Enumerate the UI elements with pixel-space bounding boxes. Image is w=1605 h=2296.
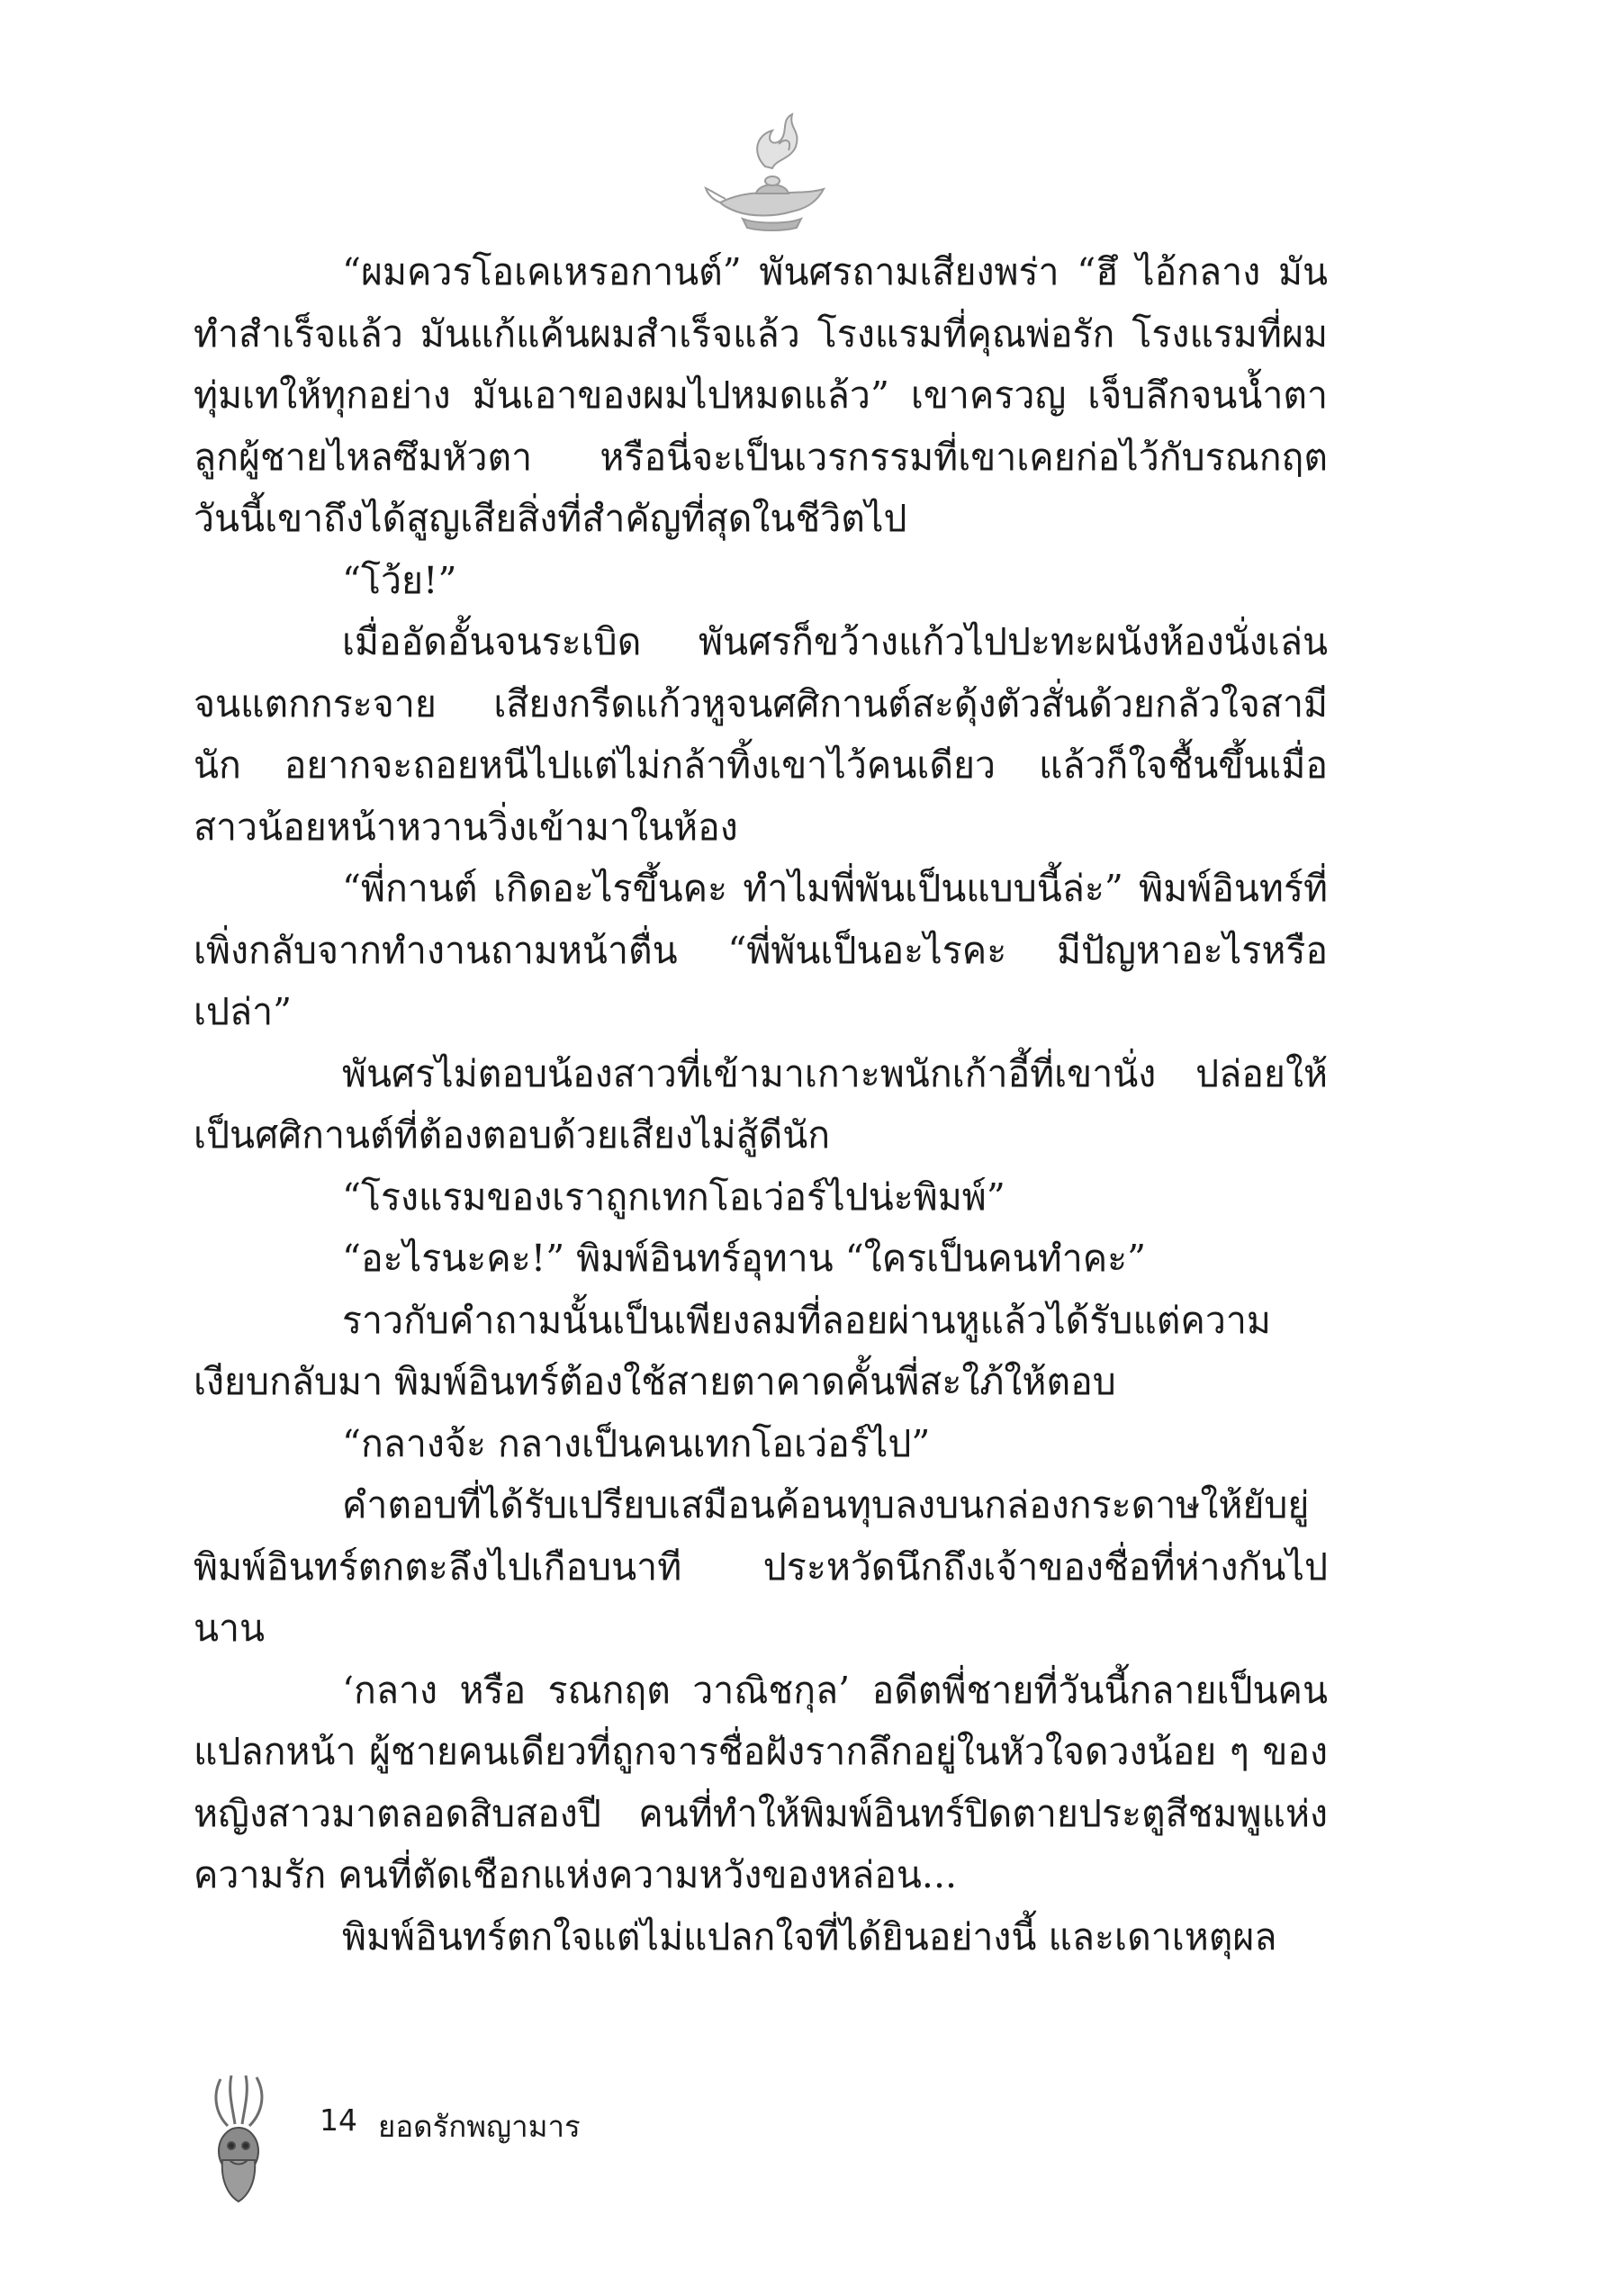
serpent-naga-icon [194, 2070, 284, 2205]
paragraph: “ผมควรโอเคเหรอกานต์” พันศรถามเสียงพร่า “ฮึ ไอ้กลาง มันทำสำเร็จแล้ว มันแก้แค้นผมสำเร็จแล้ว โรงแรมที่คุณพ่อรัก โรงแรมที่ผมทุ่มเทให้ทุกอย่าง มันเอาของผมไปหมดแล้ว” เขาครวญ เจ็บลึกจนน้ำตาลูกผู้ชายไหลซึมหัวตา หรือนี่จะเป็นเวรกรรมที่เขาเคยก่อไว้กับรณกฤต วันนี้เขาถึงได้สูญเสียสิ่งที่สำคัญที่สุดในชีวิตไป [194, 250, 1328, 540]
page-footer [194, 2070, 734, 2214]
paragraph: ราวกับคำถามนั้นเป็นเพียงลมที่ลอยผ่านหูแล้วได้รับแต่ความเงียบกลับมา พิมพ์อินทร์ต้องใช้สายตาคาดคั้นพี่สะใภ้ให้ตอบ [194, 1298, 1271, 1403]
paragraph: “อะไรนะคะ!” พิมพ์อินทร์อุทาน “ใครเป็นคนทำคะ” [342, 1237, 1147, 1280]
paragraph: ‘กลาง หรือ รณกฤต วาณิชกุล’ อดีตพี่ชายที่วันนี้กลายเป็นคนแปลกหน้า ผู้ชายคนเดียวที่ถูกจารชื่อฝังรากลึกอยู่ในหัวใจดวงน้อย ๆ ของหญิงสาวมาตลอดสิบสองปี คนที่ทำให้พิมพ์อินทร์ปิดตายประตูสีชมพูแห่งความรัก คนที่ตัดเชือกแห่งความหวังของหล่อน... [194, 1668, 1328, 1896]
paragraph: พิมพ์อินทร์ตกใจแต่ไม่แปลกใจที่ได้ยินอย่างนี้ และเดาเหตุผล [342, 1914, 1277, 1958]
genie-lamp-icon [702, 104, 837, 239]
paragraph: เมื่ออัดอั้นจนระเบิด พันศรก็ขว้างแก้วไปปะทะผนังห้องนั่งเล่นจนแตกกระจาย เสียงกรีดแก้วหูจนศศิกานต์สะดุ้งตัวสั่นด้วยกลัวใจสามีนัก อยากจะถอยหนีไปแต่ไม่กล้าทิ้งเขาไว้คนเดียว แล้วก็ใจชื้นขึ้นเมื่อสาวน้อยหน้าหวานวิ่งเข้ามาในห้อง [194, 620, 1328, 849]
paragraph: “กลางจ้ะ กลางเป็นคนเทกโอเว่อร์ไป” [342, 1421, 931, 1465]
paragraph: “โว้ย!” [342, 558, 457, 602]
paragraph: คำตอบที่ได้รับเปรียบเสมือนค้อนทุบลงบนกล่องกระดาษให้ยับยู่ พิมพ์อินทร์ตกตะลึงไปเกือบนาที ประหวัดนึกถึงเจ้าของชื่อที่ห่างกันไปนาน [194, 1483, 1328, 1650]
page-body [194, 241, 1328, 1967]
page-number: 14 [320, 2102, 357, 2138]
paragraph: “โรงแรมของเราถูกเทกโอเว่อร์ไปน่ะพิมพ์” [342, 1175, 1005, 1219]
book-title: ยอดรักพญามาร [378, 2109, 581, 2144]
paragraph: พันศรไม่ตอบน้องสาวที่เข้ามาเกาะพนักเก้าอี้ที่เขานั่ง ปล่อยให้เป็นศศิกานต์ที่ต้องตอบด้วยเสียงไม่สู้ดีนัก [194, 1051, 1328, 1157]
paragraph: “พี่กานต์ เกิดอะไรขึ้นคะ ทำไมพี่พันเป็นแบบนี้ล่ะ” พิมพ์อินทร์ที่เพิ่งกลับจากทำงานถามหน้าตื่น “พี่พันเป็นอะไรคะ มีปัญหาอะไรหรือเปล่า” [194, 867, 1328, 1033]
